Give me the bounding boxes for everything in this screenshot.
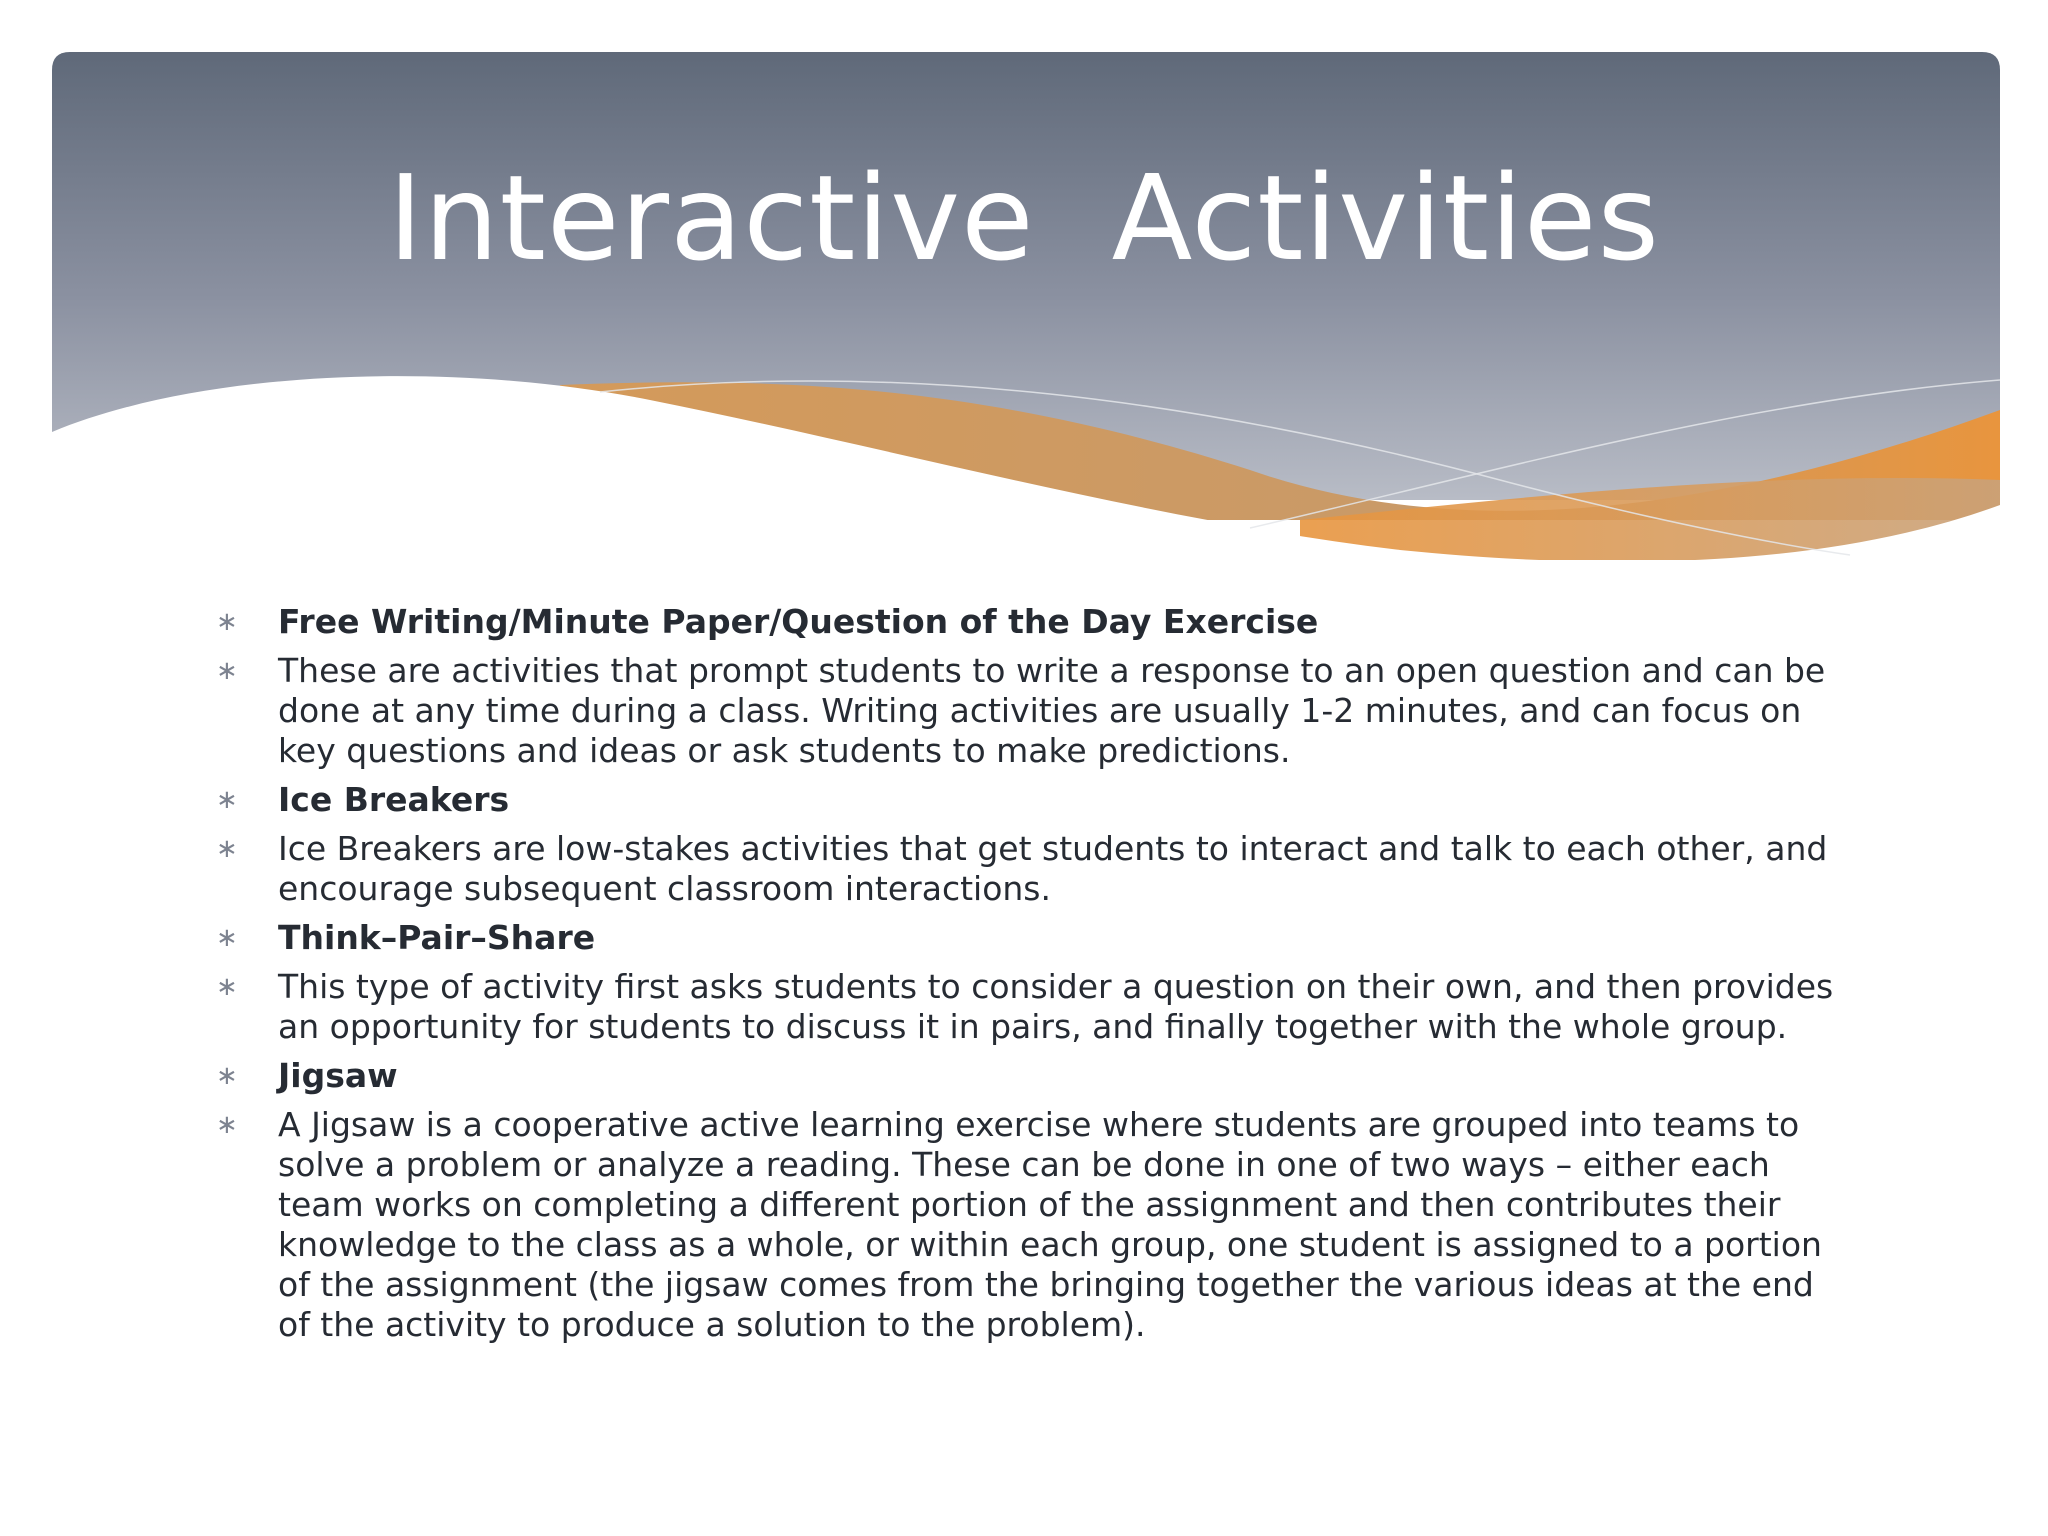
bullet-heading-ice-breakers: Ice Breakers bbox=[278, 780, 510, 819]
list-item bbox=[212, 829, 1852, 909]
bullet-heading-think-pair-share: Think–Pair–Share bbox=[278, 918, 596, 957]
bullet-icon: ∗ bbox=[216, 656, 238, 686]
bullet-icon: ∗ bbox=[216, 972, 238, 1002]
bullet-icon: ∗ bbox=[216, 1061, 238, 1091]
bullet-icon: ∗ bbox=[216, 834, 238, 864]
list-item bbox=[212, 918, 1852, 958]
bullet-icon: ∗ bbox=[216, 1110, 238, 1140]
list-item bbox=[212, 602, 1852, 642]
list-item bbox=[212, 651, 1852, 771]
bullet-list bbox=[212, 602, 1852, 1354]
list-item bbox=[212, 1105, 1852, 1345]
bullet-icon: ∗ bbox=[216, 607, 238, 637]
bullet-body-free-writing: These are activities that prompt students to write a response to an open question and can be done at any time during a class. Writing activities are usually 1-2 minutes, and can focus on key questions and ideas or ask students to make predictions. bbox=[278, 651, 1826, 770]
bullet-heading-free-writing: Free Writing/Minute Paper/Question of the Day Exercise bbox=[278, 602, 1319, 641]
bullet-heading-jigsaw: Jigsaw bbox=[278, 1056, 398, 1095]
bullet-icon: ∗ bbox=[216, 785, 238, 815]
list-item bbox=[212, 967, 1852, 1047]
list-item bbox=[212, 1056, 1852, 1096]
bullet-icon: ∗ bbox=[216, 923, 238, 953]
bullet-body-ice-breakers: Ice Breakers are low-stakes activities that get students to interact and talk to each other, and encourage subsequent classroom interactions. bbox=[278, 829, 1828, 908]
bullet-body-jigsaw: A Jigsaw is a cooperative active learning exercise where students are grouped into teams to solve a problem or analyze a reading. These can be done in one of two ways – either each team works on completing a different portion of the assignment and then contributes their knowledge to the class as a whole, or within each group, one student is assigned to a portion of the assignment (the jigsaw comes from the bringing together the various ideas at the end of the activity to produce a solution to the problem). bbox=[278, 1105, 1822, 1344]
bullet-body-think-pair-share: This type of activity first asks students to consider a question on their own, and then provides an opportunity for students to discuss it in pairs, and finally together with the whole group. bbox=[278, 967, 1834, 1046]
slide-title: Interactive Activities bbox=[388, 149, 1660, 287]
list-item bbox=[212, 780, 1852, 820]
header-banner bbox=[0, 0, 2048, 600]
